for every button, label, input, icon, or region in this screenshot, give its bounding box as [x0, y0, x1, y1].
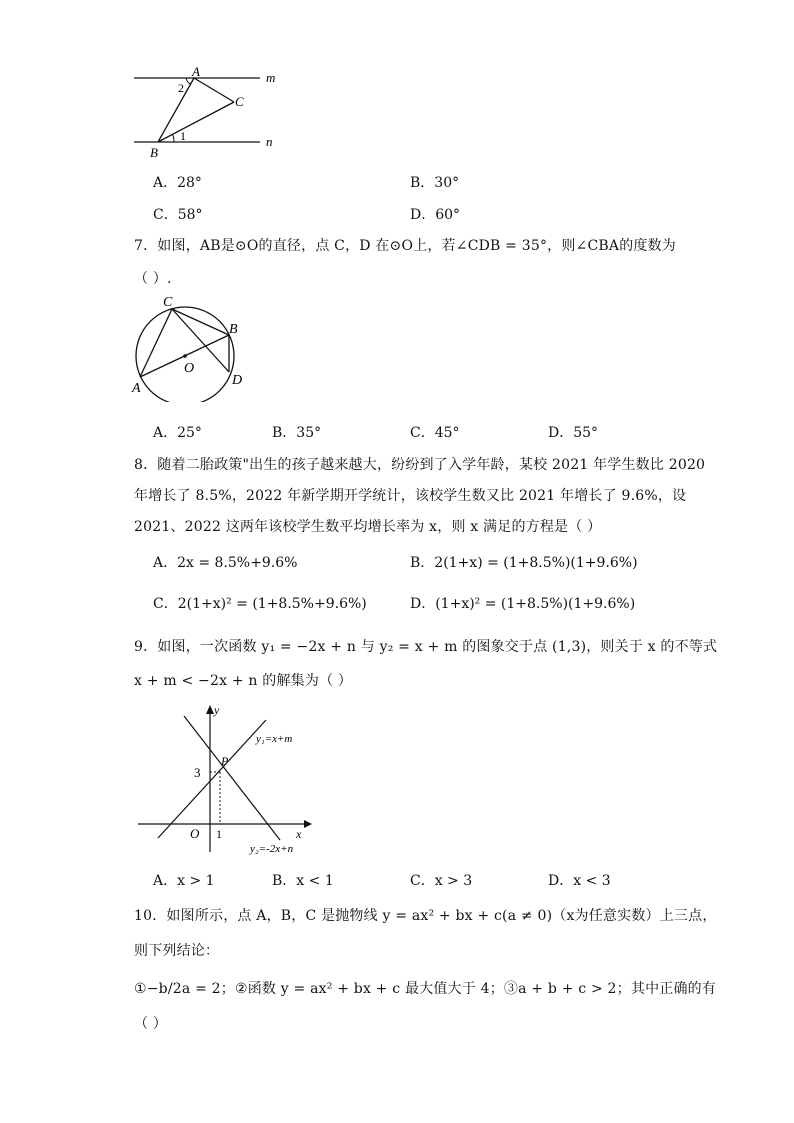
q9-tick-y3: 3 — [194, 765, 201, 780]
q9-graph-figure — [134, 702, 324, 858]
q7-option-d[interactable]: D．55° — [548, 425, 599, 441]
q7-option-c[interactable]: C．45° — [410, 425, 460, 441]
q6-label-b: B — [150, 145, 158, 160]
q6-angle-2: 2 — [178, 81, 184, 95]
q6-option-b[interactable]: B．30° — [410, 175, 460, 191]
q10-stem-line1: 10．如图所示，点 A，B，C 是抛物线 y = ax² + bx + c(a ≠ 0)（x为任意实数）上三点， — [134, 908, 717, 924]
q7-stem-line2: （ ）. — [134, 271, 172, 287]
q8-stem-line2: 年增长了 8.5%，2022 年新学期开学统计，该校学生数又比 2021 年增长了 9.6%，设 — [134, 488, 687, 504]
q8-option-b[interactable]: B．2(1+x) = (1+8.5%)(1+9.6%) — [410, 555, 638, 571]
q9-option-d[interactable]: D．x < 3 — [548, 873, 611, 889]
q9-option-b[interactable]: B．x < 1 — [272, 873, 334, 889]
q8-option-a[interactable]: A．2x = 8.5%+9.6% — [153, 555, 298, 571]
q7-label-a: A — [132, 381, 141, 396]
q6-option-a[interactable]: A．28° — [153, 175, 202, 191]
q8-option-c[interactable]: C．2(1+x)² = (1+8.5%+9.6%) — [153, 596, 367, 612]
q7-label-c: C — [163, 295, 173, 310]
q6-label-m: m — [266, 70, 276, 85]
q7-label-d: D — [232, 373, 243, 388]
q9-option-c[interactable]: C．x > 3 — [410, 873, 473, 889]
q9-option-a[interactable]: A．x > 1 — [153, 873, 215, 889]
q8-stem-line1: 8．随着二胎政策"出生的孩子越来越大，纷纷到了入学年龄，某校 2021 年学生数比 2020 — [134, 457, 706, 473]
q7-stem-line1: 7．如图，AB是⊙O的直径，点 C，D 在⊙O上，若∠CDB = 35°，则∠CBA的度数为 — [134, 238, 676, 254]
q10-stem-line4: （ ） — [134, 1016, 168, 1032]
q9-point-p: P — [221, 754, 229, 768]
q6-label-c: C — [235, 94, 244, 109]
q6-option-c[interactable]: C．58° — [153, 207, 203, 223]
q9-origin-label: O — [190, 826, 200, 841]
q7-option-b[interactable]: B．35° — [272, 425, 322, 441]
q9-stem-line1: 9．如图，一次函数 y₁ = −2x + n 与 y₂ = x + m 的图象交于点 (1,3)，则关于 x 的不等式 — [134, 639, 718, 655]
q6-label-n: n — [266, 134, 273, 149]
q10-stem-line2: 则下列结论： — [134, 943, 220, 959]
q9-line-y1-label: y₁=x+m — [256, 733, 293, 745]
q8-stem-line3: 2021、2022 这两年该校学生数平均增长率为 x，则 x 满足的方程是（ ） — [134, 519, 602, 535]
q6-label-a: A — [192, 64, 200, 79]
q7-circle-figure — [128, 292, 258, 402]
q8-option-d[interactable]: D．(1+x)² = (1+8.5%)(1+9.6%) — [410, 596, 636, 612]
q6-option-d[interactable]: D．60° — [410, 207, 461, 223]
q7-label-b: B — [229, 322, 238, 337]
q9-line-y2-label: y₂=-2x+n — [250, 843, 294, 855]
q7-option-a[interactable]: A．25° — [153, 425, 202, 441]
q9-y-axis-label: y — [214, 703, 220, 717]
q6-angle-1: 1 — [180, 129, 186, 143]
q9-x-axis-label: x — [296, 827, 302, 841]
q6-figure — [128, 62, 288, 162]
q9-tick-x1: 1 — [216, 827, 222, 841]
q7-label-o: O — [184, 361, 195, 376]
q9-stem-line2: x + m < −2x + n 的解集为（ ） — [134, 673, 353, 689]
q10-stem-line3: ①−b/2a = 2；②函数 y = ax² + bx + c 最大值大于 4；③a + b + c > 2；其中正确的有 — [134, 981, 717, 997]
